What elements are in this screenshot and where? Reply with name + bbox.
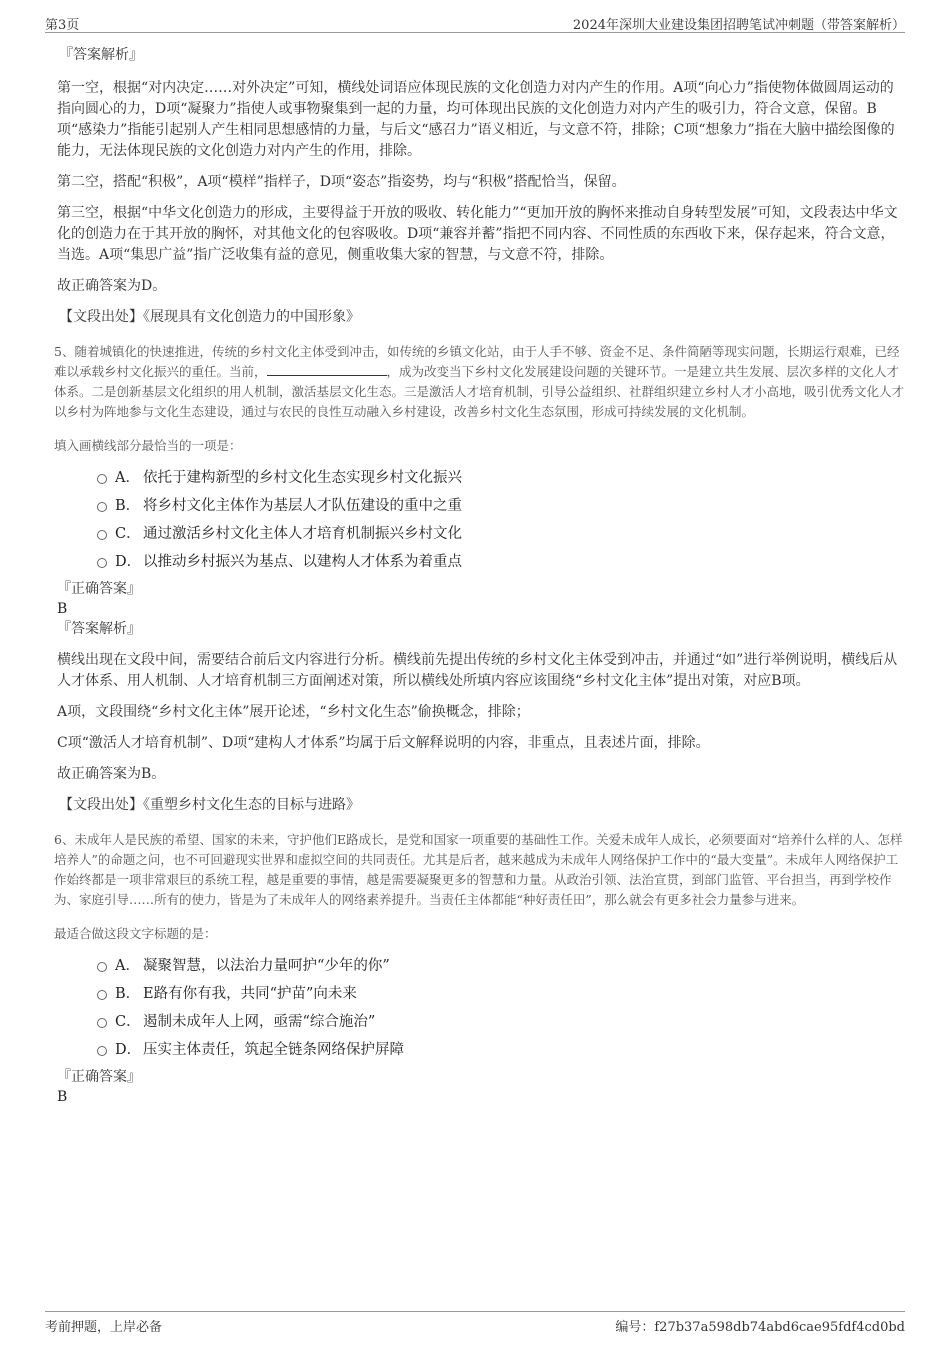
radio-icon[interactable]: [97, 502, 107, 512]
q4-analysis-heading: 『答案解析』: [59, 47, 143, 63]
q4-analysis-p1: 第一空，根据“对内决定……对外决定”可知，横线处词语应体现民族的文化创造力对内产生的作用。A项“向心力”指使物体做圆周运动的指向圆心的力，D项“凝聚力”指使人或事物聚集到一起的力量，均可体现出民族的文化创造力对内产生的吸引力，符合文意，保留。B项“感染力”指能引起别人产生相同思想感情的力量，与后文“感召力”语义相近，与文意不符，排除；C项“想象力”指在大脑中描绘图像的能力，无法体现民族的文化创造力对内产生的作用，排除。: [57, 80, 895, 159]
q6-option-a[interactable]: A． 凝聚智慧，以法治力量呵护“少年的你”: [57, 956, 905, 984]
radio-icon[interactable]: [97, 1018, 107, 1028]
radio-icon[interactable]: [97, 1046, 107, 1056]
radio-icon[interactable]: [97, 962, 107, 972]
q6-options: [57, 956, 905, 1068]
q5-analysis-p3: C项“激活人才培育机制”、D项“建构人才体系”均属于后文解释说明的内容，非重点，且表述片面，排除。: [57, 735, 710, 751]
q5-option-b[interactable]: B． 将乡村文化主体作为基层人才队伍建设的重中之重: [57, 496, 905, 524]
q5-stem-after: ，成为改变当下乡村文化发展建设问题的关键环节。一是建立共生发展、层次多样的文化人才体系。二是创新基层文化组织的用人机制，激活基层文化生态。三是激活人才培育机制，引导公益组织、社群组织建立乡村人才小高地，吸引优秀文化人才以乡村为阵地参与文化生态建设，通过与农民的良性互动融入乡村建设，改善乡村文化生态氛围，形成可持续发展的文化机制。: [54, 364, 905, 419]
radio-icon[interactable]: [97, 474, 107, 484]
q5-blank: [267, 363, 387, 376]
document-id: 编号：f27b37a598db74abd6cae95fdf4cd0bd: [615, 1320, 905, 1335]
page-footer: [45, 1311, 905, 1334]
radio-icon[interactable]: [97, 990, 107, 1000]
q5-answer: B: [57, 601, 68, 617]
q6-answer: B: [57, 1089, 68, 1105]
q4-source: 【文段出处】《展现具有文化创造力的中国形象》: [59, 309, 360, 325]
q6-stem: 6、未成年人是民族的希望、国家的未来，守护他们E路成长，是党和国家一项重要的基础性工作。关爱未成年人成长，必须要面对“培养什么样的人、怎样培养人”的命题之问，也不可回避现实世界和虚拟空间的共同责任。尤其是后者，越来越成为未成年人网络保护工作中的“最大变量”。未成年人网络保护工作始终都是一项非常艰巨的系统工程，越是重要的事情，越是需要凝聚更多的智慧和力量。从政治引领、法治宣贯，到部门监管、平台担当，再到学校作为、家庭引导……所有的使力，皆是为了未成年人的网络素养提升。当责任主体都能“种好责任田”，那么就会有更多社会力量参与进来。: [54, 832, 903, 907]
radio-icon[interactable]: [97, 558, 107, 568]
q5-analysis-heading: 『答案解析』: [57, 621, 141, 637]
page-header: [45, 12, 905, 33]
q6-answer-heading: 『正确答案』: [57, 1069, 141, 1085]
q4-analysis-p2: 第二空，搭配“积极”，A项“模样”指样子，D项“姿态”指姿势，均与“积极”搭配恰当，保留。: [57, 174, 626, 190]
q5-stem-before: 5、随着城镇化的快速推进，传统的乡村文化主体受到冲击，如传统的乡镇文化站，由于人手不够、资金不足、条件简陋等现实问题，长期运行艰难，已经难以承载乡村文化振兴的重任。当前，: [54, 344, 900, 379]
page-content: [54, 46, 905, 1106]
q6-option-d[interactable]: D． 压实主体责任，筑起全链条网络保护屏障: [57, 1040, 905, 1068]
q5-analysis-conclusion: 故正确答案为B。: [57, 766, 166, 782]
q5-stem: [54, 342, 905, 422]
q5-option-c[interactable]: C． 通过激活乡村文化主体人才培育机制振兴乡村文化: [57, 524, 905, 552]
radio-icon[interactable]: [97, 530, 107, 540]
q5-answer-heading: 『正确答案』: [57, 581, 141, 597]
q5-question: 填入画横线部分最恰当的一项是：: [54, 438, 242, 453]
q6-question: 最适合做这段文字标题的是：: [54, 926, 217, 941]
q5-option-d[interactable]: D． 以推动乡村振兴为基点、以建构人才体系为着重点: [57, 552, 905, 580]
q6-option-c[interactable]: C． 遏制未成年人上网，亟需“综合施治”: [57, 1012, 905, 1040]
q5-analysis-p2: A项，文段围绕“乡村文化主体”展开论述，“乡村文化生态”偷换概念，排除；: [57, 704, 530, 720]
q5-source: 【文段出处】《重塑乡村文化生态的目标与进路》: [59, 797, 360, 813]
footer-slogan: 考前押题，上岸必备: [45, 1320, 163, 1335]
q5-options: [57, 468, 905, 580]
q5-analysis-p1: 横线出现在文段中间，需要结合前后文内容进行分析。横线前先提出传统的乡村文化主体受到冲击，并通过“如”进行举例说明，横线后从人才体系、用人机制、人才培育机制三方面阐述对策，所以横线处所填内容应该围绕“乡村文化主体”提出对策，对应B项。: [57, 652, 898, 689]
q4-analysis-p3: 第三空，根据“中华文化创造力的形成，主要得益于开放的吸收、转化能力”“更加开放的胸怀来推动自身转型发展”可知，文段表达中华文化的创造力在于其开放的胸怀，对其他文化的包容吸收。D项“兼容并蓄”指把不同内容、不同性质的东西收下来，保存起来，符合文意，当选。A项“集思广益”指广泛收集有益的意见，侧重收集大家的智慧，与文意不符，排除。: [57, 205, 898, 263]
document-title: 2024年深圳大业建设集团招聘笔试冲刺题（带答案解析）: [572, 18, 905, 33]
q6-option-b[interactable]: B． E路有你有我，共同“护苗”向未来: [57, 984, 905, 1012]
q4-analysis-conclusion: 故正确答案为D。: [57, 278, 167, 294]
page-number: 第3页: [45, 18, 80, 33]
q5-option-a[interactable]: A． 依托于建构新型的乡村文化生态实现乡村文化振兴: [57, 468, 905, 496]
